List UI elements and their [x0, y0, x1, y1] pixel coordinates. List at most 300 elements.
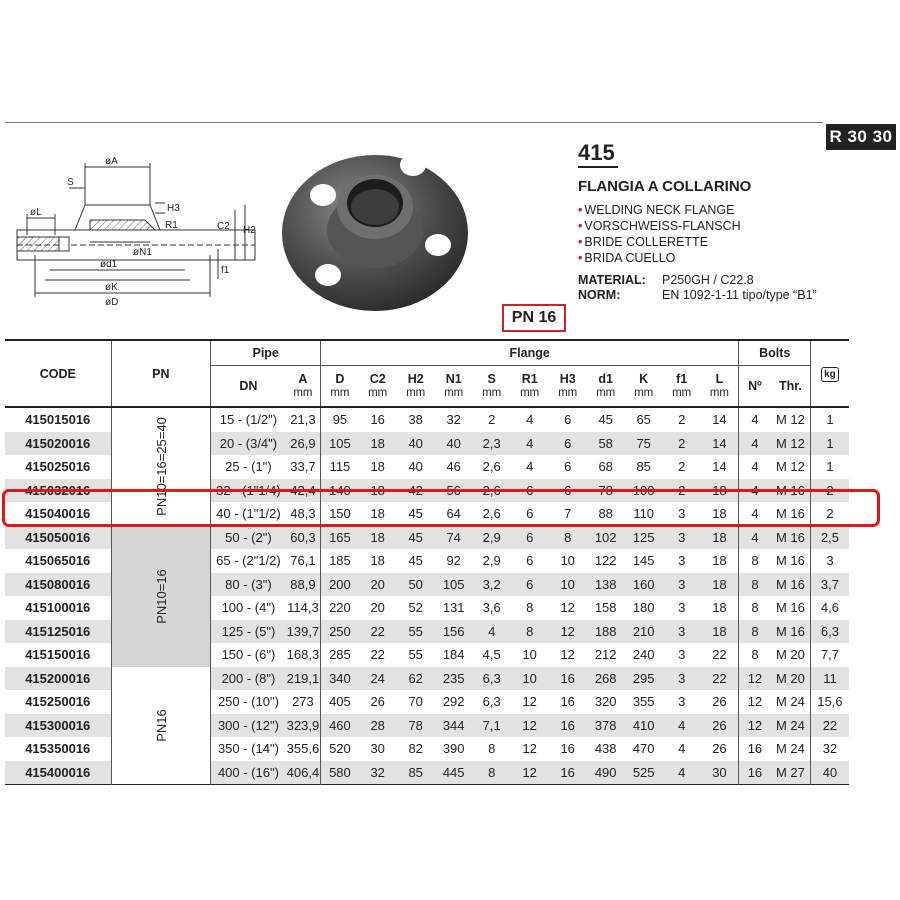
value-cell: 6 [511, 479, 549, 503]
value-cell: 26 [712, 694, 727, 710]
value-cell: 8 [473, 761, 511, 785]
value-cell: 16 [739, 761, 771, 785]
value-cell: 3,7 [811, 573, 849, 597]
pn-rating-box: PN 16 [502, 304, 566, 332]
value-cell: 70 [408, 694, 423, 710]
value-cell: 95 [321, 407, 359, 432]
value-cell: 18 [712, 553, 727, 569]
value-cell: 410 [625, 714, 663, 738]
value-cell: 185 [321, 549, 359, 573]
value-cell: 1 [811, 407, 849, 432]
value-cell: 12 [522, 694, 537, 710]
col-f1: f1 mm [672, 372, 692, 399]
value-cell: 21,3 [290, 412, 316, 428]
value-cell: 4 [739, 455, 771, 479]
value-cell: 88 [598, 506, 613, 522]
value-cell: 406,4 [286, 761, 321, 785]
value-cell: 3 [678, 506, 686, 522]
value-cell: 78 [397, 714, 435, 738]
value-cell: 46 [446, 459, 461, 475]
product-number-underline [578, 166, 618, 168]
value-cell: 160 [625, 573, 663, 597]
label-H3: H3 [167, 203, 180, 214]
label-S: S [67, 177, 74, 188]
value-cell: 56 [435, 479, 473, 503]
col-d1: d1 mm [596, 372, 616, 399]
value-cell: 26 [701, 714, 739, 738]
value-cell: 219,1 [286, 667, 321, 691]
value-cell: 3 [663, 620, 701, 644]
value-cell: 150 - (6") [211, 643, 286, 667]
name-de: VORSCHWEISS-FLANSCH [584, 219, 741, 233]
value-cell: 18 [370, 459, 385, 475]
value-cell: 3 [663, 526, 701, 550]
value-cell: 18 [701, 620, 739, 644]
value-cell: 32 - (1"1/4) [211, 479, 286, 503]
col-thr: Thr. [778, 379, 802, 393]
code-cell: 415020016 [5, 432, 111, 456]
value-cell: M 12 [775, 412, 805, 428]
value-cell: 74 [435, 526, 473, 550]
value-cell: 22 [811, 714, 849, 738]
value-cell: 6 [511, 573, 549, 597]
value-cell: 22 [701, 667, 739, 691]
value-cell: 4 [511, 432, 549, 456]
value-cell: 45 [408, 553, 423, 569]
value-cell: 4 [739, 502, 771, 526]
value-cell: 78 [587, 479, 625, 503]
value-cell: 28 [359, 714, 397, 738]
value-cell: 33,7 [290, 459, 316, 475]
value-cell: 12 [511, 761, 549, 785]
value-cell: 295 [625, 667, 663, 691]
flange-technical-drawing [5, 145, 265, 320]
col-d: D mm [321, 366, 359, 408]
value-cell: 18 [712, 506, 727, 522]
value-cell: 10 [549, 573, 587, 597]
value-cell: 1 [811, 455, 849, 479]
value-cell: 8 [526, 600, 534, 616]
value-cell: M 16 [771, 479, 811, 503]
value-cell: 32 [446, 412, 461, 428]
value-cell: 16 [370, 412, 385, 428]
pn-group-cell: PN10=16=25=40 [111, 407, 211, 526]
value-cell: 115 [321, 455, 359, 479]
value-cell: 15 - (1/2") [211, 407, 286, 432]
value-cell: 12 [739, 667, 771, 691]
value-cell: 40 [811, 761, 849, 785]
value-cell: 4 [526, 412, 534, 428]
product-translations: • WELDING NECK FLANGE • VORSCHWEISS-FLANSCH • BRIDE COLLERETTE • BRIDA CUELLO [578, 203, 741, 265]
value-cell: 40 [408, 459, 423, 475]
value-cell: 390 [442, 741, 465, 757]
value-cell: 16 [560, 694, 575, 710]
value-cell: 75 [625, 432, 663, 456]
value-cell: 250 - (10") [211, 690, 286, 714]
value-cell: 110 [633, 506, 655, 522]
value-cell: 12 [511, 714, 549, 738]
label-C2: C2 [217, 221, 230, 232]
label-oL: øL [30, 207, 42, 218]
col-pn: PN [111, 340, 211, 407]
value-cell: 14 [712, 459, 727, 475]
value-cell: 490 [587, 761, 625, 785]
value-cell: 405 [321, 690, 359, 714]
value-cell: 7 [564, 506, 572, 522]
norm-value: EN 1092-1-11 tipo/type “B1” [662, 288, 817, 302]
value-cell: 580 [321, 761, 359, 785]
value-cell: 26 [370, 694, 385, 710]
value-cell: 340 [321, 667, 359, 691]
col-a: A mm [293, 372, 313, 399]
col-r1: R1 mm [520, 372, 540, 399]
value-cell: 40 - (1"1/2) [211, 502, 286, 526]
col-h2: H2 mm [406, 372, 426, 399]
value-cell: 8 [549, 526, 587, 550]
value-cell: 114,3 [287, 600, 319, 616]
value-cell: 68 [598, 459, 613, 475]
value-cell: 16 [549, 667, 587, 691]
value-cell: 10 [522, 647, 537, 663]
value-cell: 40 [435, 432, 473, 456]
value-cell: 140 [321, 479, 359, 503]
pn-group-cell: PN10=16 [111, 526, 211, 667]
value-cell: 292 [442, 694, 465, 710]
code-cell: 415025016 [25, 459, 91, 475]
material-label: MATERIAL: [578, 273, 646, 287]
value-cell: 85 [397, 761, 435, 785]
value-cell: 165 [321, 526, 359, 550]
code-cell: 415200016 [5, 667, 111, 691]
value-cell: 2 [678, 459, 686, 475]
value-cell: 12 [739, 714, 771, 738]
value-cell: 65 - (2"1/2) [211, 549, 286, 573]
value-cell: 16 [560, 741, 575, 757]
value-cell: 18 [701, 526, 739, 550]
group-bolts: Bolts [739, 340, 811, 366]
value-cell: 26,9 [286, 432, 321, 456]
value-cell: 323,9 [286, 714, 321, 738]
value-cell: 7,7 [811, 643, 849, 667]
label-oD: øD [105, 297, 119, 308]
value-cell: 188 [587, 620, 625, 644]
code-cell: 415125016 [5, 620, 111, 644]
value-cell: 42 [397, 479, 435, 503]
value-cell: 6,3 [482, 694, 501, 710]
value-cell: 2 [811, 479, 849, 503]
value-cell: 24 [359, 667, 397, 691]
value-cell: 220 [321, 596, 359, 620]
value-cell: 82 [408, 741, 423, 757]
value-cell: 22 [370, 647, 385, 663]
value-cell: 7,1 [473, 714, 511, 738]
value-cell: 460 [321, 714, 359, 738]
value-cell: 6 [564, 459, 572, 475]
value-cell: 2,6 [473, 479, 511, 503]
value-cell: 3,2 [473, 573, 511, 597]
value-cell: 100 - (4") [211, 596, 286, 620]
value-cell: 105 [321, 432, 359, 456]
value-cell: 145 [632, 553, 655, 569]
value-cell: 344 [435, 714, 473, 738]
code-cell: 415050016 [5, 526, 111, 550]
value-cell: 20 [370, 600, 385, 616]
value-cell: 2,6 [482, 506, 501, 522]
value-cell: 76,1 [290, 553, 316, 569]
value-cell: 42,4 [286, 479, 321, 503]
value-cell: M 12 [771, 432, 811, 456]
value-cell: 11 [811, 667, 849, 691]
product-specs [578, 273, 817, 303]
group-flange: Flange [321, 340, 739, 366]
value-cell: 60,3 [286, 526, 321, 550]
value-cell: 64 [446, 506, 461, 522]
value-cell: 3 [811, 549, 849, 573]
value-cell: 320 [594, 694, 617, 710]
value-cell: 45 [397, 526, 435, 550]
value-cell: 18 [359, 526, 397, 550]
value-cell: 6 [549, 479, 587, 503]
value-cell: 2,3 [473, 432, 511, 456]
value-cell: 8 [739, 596, 771, 620]
value-cell: 2 [678, 412, 686, 428]
code-cell: 415400016 [5, 761, 111, 785]
value-cell: 26 [712, 741, 727, 757]
value-cell: 38 [408, 412, 423, 428]
value-cell: 62 [397, 667, 435, 691]
table-header [5, 340, 849, 407]
value-cell: 355,6 [286, 741, 320, 757]
value-cell: 4 [739, 407, 771, 432]
value-cell: 139,7 [286, 620, 321, 644]
col-s: S mm [482, 372, 502, 399]
value-cell: 18 [370, 553, 385, 569]
label-oA: øA [105, 156, 118, 167]
value-cell: 85 [636, 459, 651, 475]
value-cell: 20 - (3/4") [211, 432, 286, 456]
value-cell: M 24 [775, 741, 805, 757]
value-cell: 88,9 [286, 573, 321, 597]
table-row [5, 526, 849, 550]
value-cell: 105 [435, 573, 473, 597]
value-cell: 20 [359, 573, 397, 597]
value-cell: M 27 [771, 761, 811, 785]
value-cell: 18 [370, 506, 385, 522]
value-cell: 6 [526, 506, 534, 522]
value-cell: 122 [594, 553, 617, 569]
value-cell: 250 [321, 620, 359, 644]
value-cell: 350 - (14") [211, 737, 286, 761]
value-cell: 235 [435, 667, 473, 691]
value-cell: 4 [739, 479, 771, 503]
value-cell: 22 [359, 620, 397, 644]
value-cell: 3 [678, 600, 686, 616]
value-cell: 3 [678, 553, 686, 569]
value-cell: 30 [701, 761, 739, 785]
value-cell: 32 [359, 761, 397, 785]
pn-group-cell: PN16 [111, 667, 211, 785]
value-cell: 32 [811, 737, 849, 761]
code-cell: 415350016 [25, 741, 91, 757]
col-k: K mm [634, 372, 654, 399]
value-cell: 45 [408, 506, 423, 522]
value-cell: 184 [442, 647, 465, 663]
value-cell: M 16 [771, 526, 811, 550]
value-cell: 125 [625, 526, 663, 550]
value-cell: 4 [663, 714, 701, 738]
value-cell: M 24 [775, 694, 805, 710]
value-cell: 8 [739, 643, 771, 667]
material-value: P250GH / C22.8 [662, 273, 754, 287]
value-cell: 6,3 [811, 620, 849, 644]
value-cell: 2,9 [473, 526, 511, 550]
value-cell: 16 [739, 737, 771, 761]
value-cell: 4,6 [811, 596, 849, 620]
value-cell: 30 [370, 741, 385, 757]
value-cell: 18 [701, 573, 739, 597]
col-c2: C2 mm [368, 372, 388, 399]
code-cell: 415080016 [5, 573, 111, 597]
value-cell: 2 [488, 412, 496, 428]
value-cell: 25 - (1") [211, 455, 286, 479]
value-cell: 6 [511, 526, 549, 550]
value-cell: 268 [587, 667, 625, 691]
code-cell: 415100016 [25, 600, 91, 616]
value-cell: 378 [587, 714, 625, 738]
value-cell: 18 [701, 479, 739, 503]
value-cell: 40 [397, 432, 435, 456]
value-cell: M 16 [775, 553, 805, 569]
value-cell: 6 [526, 553, 534, 569]
label-R1: R1 [165, 220, 178, 231]
value-cell: 525 [625, 761, 663, 785]
value-cell: 138 [587, 573, 625, 597]
value-cell: 180 [632, 600, 655, 616]
value-cell: 6 [564, 412, 572, 428]
value-cell: 22 [712, 647, 727, 663]
col-l: L mm [709, 372, 730, 399]
value-cell: 400 - (16") [211, 761, 286, 785]
table-body [5, 407, 849, 785]
value-cell: 18 [359, 432, 397, 456]
value-cell: 100 [625, 479, 663, 503]
value-cell: 4,5 [482, 647, 501, 663]
code-cell: 415040016 [25, 506, 91, 522]
spec-table [5, 339, 849, 785]
name-en: WELDING NECK FLANGE [584, 203, 735, 217]
value-cell: 16 [549, 714, 587, 738]
value-cell: 8 [511, 620, 549, 644]
col-n1: N1 mm [444, 372, 464, 399]
value-cell: 48,3 [290, 506, 316, 522]
value-cell: 92 [446, 553, 461, 569]
value-cell: 52 [408, 600, 423, 616]
code-cell: 415032016 [5, 479, 111, 503]
value-cell: 18 [712, 600, 727, 616]
value-cell: 3 [663, 573, 701, 597]
value-cell: 2,5 [811, 526, 849, 550]
value-cell: M 16 [775, 506, 805, 522]
value-cell: 8 [739, 620, 771, 644]
value-cell: 50 - (2") [211, 526, 286, 550]
product-title: FLANGIA A COLLARINO [578, 178, 752, 195]
label-H2: H2 [243, 225, 256, 236]
reference-badge: R 30 30 [826, 124, 896, 150]
weight-icon: kg [811, 340, 849, 407]
value-cell: 210 [625, 620, 663, 644]
value-cell: 8 [739, 549, 771, 573]
value-cell: 150 [321, 502, 359, 526]
value-cell: 3 [678, 647, 686, 663]
value-cell: 12 [522, 741, 537, 757]
value-cell: 18 [359, 479, 397, 503]
value-cell: 55 [408, 647, 423, 663]
value-cell: 168,3 [286, 647, 320, 663]
value-cell: 102 [587, 526, 625, 550]
value-cell: 4 [473, 620, 511, 644]
name-es: BRIDA CUELLO [584, 251, 676, 265]
value-cell: 12 [739, 690, 771, 714]
value-cell: 125 - (5") [211, 620, 286, 644]
value-cell: 300 - (12") [211, 714, 286, 738]
value-cell: 45 [598, 412, 613, 428]
value-cell: 14 [712, 412, 727, 428]
label-od1: ød1 [100, 259, 118, 270]
value-cell: 12 [549, 620, 587, 644]
value-cell: 212 [594, 647, 617, 663]
value-cell: 131 [442, 600, 465, 616]
table-row [5, 407, 849, 432]
value-cell: 15,6 [811, 690, 849, 714]
value-cell: 2 [811, 502, 849, 526]
code-cell: 415250016 [25, 694, 91, 710]
value-cell: M 20 [775, 647, 805, 663]
value-cell: 3 [663, 667, 701, 691]
value-cell: 12 [560, 647, 575, 663]
value-cell: 200 [321, 573, 359, 597]
value-cell: 10 [511, 667, 549, 691]
highlighted-row-frame [2, 489, 880, 527]
value-cell: 2,9 [482, 553, 501, 569]
code-cell: 415150016 [25, 647, 91, 663]
value-cell: M 16 [771, 573, 811, 597]
label-oK: øK [105, 282, 118, 293]
label-f1: f1 [221, 265, 230, 276]
col-code: CODE [39, 366, 76, 381]
value-cell: 55 [397, 620, 435, 644]
value-cell: 470 [632, 741, 655, 757]
value-cell: 2 [663, 479, 701, 503]
value-cell: 200 - (8") [211, 667, 286, 691]
value-cell: 4 [526, 459, 534, 475]
value-cell: 8 [488, 741, 496, 757]
value-cell: 58 [587, 432, 625, 456]
value-cell: 520 [321, 737, 359, 761]
value-cell: M 16 [775, 600, 805, 616]
value-cell: 4 [739, 432, 771, 456]
value-cell: 4 [663, 761, 701, 785]
norm-label: NORM: [578, 288, 621, 302]
value-cell: 80 - (3") [211, 573, 286, 597]
top-rule [5, 122, 823, 123]
value-cell: 2,6 [482, 459, 501, 475]
value-cell: 240 [632, 647, 655, 663]
table-row [5, 667, 849, 691]
group-pipe: Pipe [211, 340, 321, 366]
col-dn: DN [211, 366, 286, 408]
label-oN1: øN1 [133, 247, 152, 258]
product-number: 415 [578, 140, 615, 165]
